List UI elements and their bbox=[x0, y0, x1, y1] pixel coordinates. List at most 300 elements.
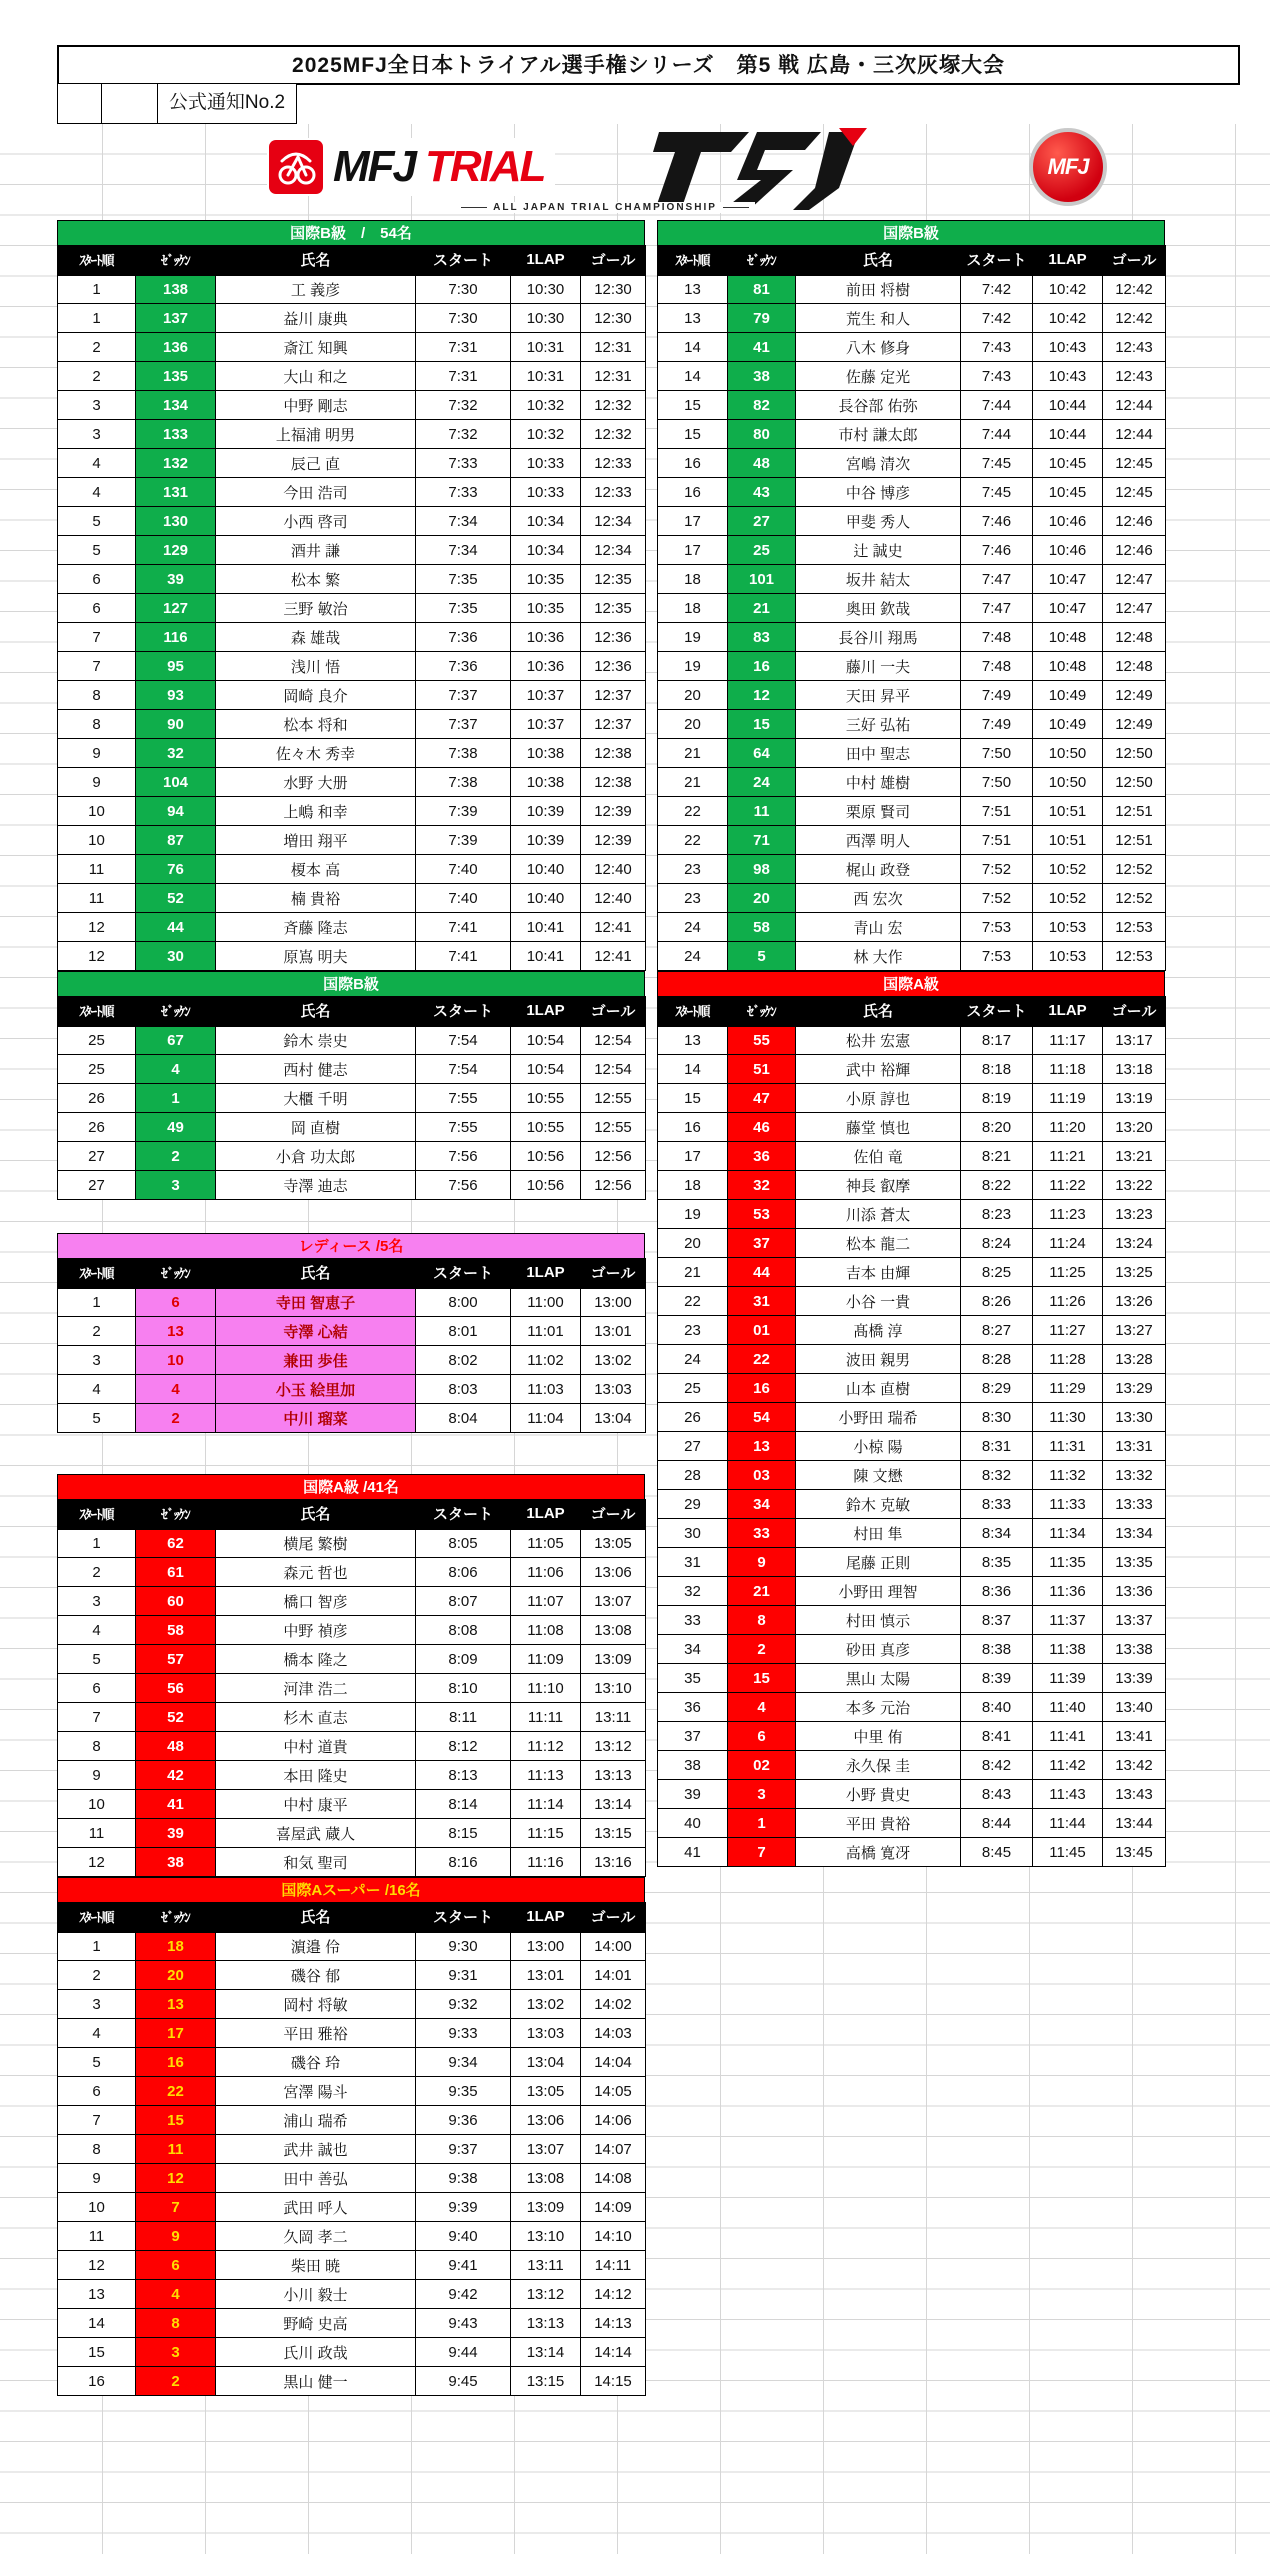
cell-bib-number: 13 bbox=[136, 1990, 216, 2019]
cell-1lap-time: 11:15 bbox=[511, 1819, 581, 1848]
cell-goal-time: 12:32 bbox=[581, 420, 646, 449]
cell-goal-time: 12:53 bbox=[1103, 942, 1166, 971]
cell-goal-time: 12:56 bbox=[581, 1142, 646, 1171]
cell-start-time: 8:01 bbox=[416, 1317, 511, 1346]
cell-rider-name: 原嶌 明夫 bbox=[216, 942, 416, 971]
cell-1lap-time: 10:46 bbox=[1033, 536, 1103, 565]
right-column bbox=[657, 220, 1165, 1867]
cell-bib-number: 42 bbox=[136, 1761, 216, 1790]
cell-start-time: 7:43 bbox=[961, 362, 1033, 391]
cell-goal-time: 13:38 bbox=[1103, 1635, 1166, 1664]
cell-bib-number: 43 bbox=[728, 478, 796, 507]
cell-goal-time: 12:40 bbox=[581, 855, 646, 884]
cell-start-order: 9 bbox=[58, 739, 136, 768]
cell-goal-time: 13:06 bbox=[581, 1558, 646, 1587]
cell-bib-number: 03 bbox=[728, 1461, 796, 1490]
cell-start-time: 9:41 bbox=[416, 2251, 511, 2280]
cell-start-order: 14 bbox=[658, 1055, 728, 1084]
cell-start-order: 14 bbox=[58, 2309, 136, 2338]
cell-1lap-time: 11:24 bbox=[1033, 1229, 1103, 1258]
cell-rider-name: 増田 翔平 bbox=[216, 826, 416, 855]
cell-1lap-time: 10:54 bbox=[511, 1026, 581, 1055]
cell-start-order: 30 bbox=[658, 1519, 728, 1548]
mfj-badge-text: MFJ bbox=[1047, 154, 1089, 179]
cell-rider-name: 松本 将和 bbox=[216, 710, 416, 739]
cell-start-time: 7:49 bbox=[961, 681, 1033, 710]
cell-start-time: 7:51 bbox=[961, 826, 1033, 855]
cell-start-order: 8 bbox=[58, 1732, 136, 1761]
cell-goal-time: 12:47 bbox=[1103, 594, 1166, 623]
cell-1lap-time: 10:30 bbox=[511, 304, 581, 333]
cell-start-time: 8:17 bbox=[961, 1026, 1033, 1055]
cell-rider-name: 鈴木 崇史 bbox=[216, 1026, 416, 1055]
table-row bbox=[658, 1809, 1166, 1838]
cell-start-order: 25 bbox=[658, 1374, 728, 1403]
table-row bbox=[58, 449, 646, 478]
header-row bbox=[658, 997, 1166, 1026]
cell-1lap-time: 10:34 bbox=[511, 507, 581, 536]
cell-bib-number: 57 bbox=[136, 1645, 216, 1674]
cell-goal-time: 13:32 bbox=[1103, 1461, 1166, 1490]
cell-bib-number: 104 bbox=[136, 768, 216, 797]
cell-start-time: 7:55 bbox=[416, 1084, 511, 1113]
cell-1lap-time: 10:34 bbox=[511, 536, 581, 565]
cell-goal-time: 12:50 bbox=[1103, 739, 1166, 768]
cell-start-time: 7:45 bbox=[961, 449, 1033, 478]
cell-1lap-time: 11:28 bbox=[1033, 1345, 1103, 1374]
col-header-bib: ｾﾞｯｹﾝ bbox=[136, 997, 216, 1026]
cell-goal-time: 13:08 bbox=[581, 1616, 646, 1645]
cell-rider-name: 松本 龍二 bbox=[796, 1229, 961, 1258]
col-header-goal: ゴール bbox=[581, 997, 646, 1026]
cell-rider-name: 濵邉 伶 bbox=[216, 1932, 416, 1961]
table-row bbox=[658, 1403, 1166, 1432]
cell-bib-number: 24 bbox=[728, 768, 796, 797]
cell-goal-time: 12:38 bbox=[581, 739, 646, 768]
cell-start-order: 12 bbox=[58, 1848, 136, 1877]
table-row bbox=[58, 1055, 646, 1084]
cell-goal-time: 14:09 bbox=[581, 2193, 646, 2222]
cell-bib-number: 38 bbox=[136, 1848, 216, 1877]
table-row bbox=[658, 1229, 1166, 1258]
mfj-trial-logo bbox=[267, 138, 555, 196]
table-row bbox=[658, 1490, 1166, 1519]
cell-bib-number: 131 bbox=[136, 478, 216, 507]
cell-rider-name: 神長 叡摩 bbox=[796, 1171, 961, 1200]
cell-bib-number: 20 bbox=[728, 884, 796, 913]
cell-start-order: 3 bbox=[58, 1990, 136, 2019]
cell-1lap-time: 11:29 bbox=[1033, 1374, 1103, 1403]
cell-rider-name: 磯谷 郁 bbox=[216, 1961, 416, 1990]
cell-bib-number: 13 bbox=[728, 1432, 796, 1461]
cell-goal-time: 13:25 bbox=[1103, 1258, 1166, 1287]
cell-bib-number: 32 bbox=[728, 1171, 796, 1200]
cell-start-time: 8:31 bbox=[961, 1432, 1033, 1461]
table-row bbox=[658, 1722, 1166, 1751]
table-row bbox=[58, 2019, 646, 2048]
start-list-table-intl-b-2 bbox=[57, 996, 646, 1200]
cell-start-time: 8:43 bbox=[961, 1780, 1033, 1809]
cell-bib-number: 98 bbox=[728, 855, 796, 884]
cell-start-order: 5 bbox=[58, 1404, 136, 1433]
cell-start-order: 32 bbox=[658, 1577, 728, 1606]
cell-start-time: 8:42 bbox=[961, 1751, 1033, 1780]
cell-start-order: 23 bbox=[658, 855, 728, 884]
table-row bbox=[58, 1790, 646, 1819]
cell-start-time: 8:16 bbox=[416, 1848, 511, 1877]
cell-1lap-time: 10:39 bbox=[511, 797, 581, 826]
cell-rider-name: 村田 隼 bbox=[796, 1519, 961, 1548]
table-row bbox=[658, 1084, 1166, 1113]
cell-goal-time: 12:41 bbox=[581, 913, 646, 942]
cell-goal-time: 12:34 bbox=[581, 507, 646, 536]
cell-start-time: 8:10 bbox=[416, 1674, 511, 1703]
table-row bbox=[658, 1055, 1166, 1084]
table-row bbox=[58, 507, 646, 536]
cell-bib-number: 3 bbox=[136, 2338, 216, 2367]
cell-rider-name: 髙橋 淳 bbox=[796, 1316, 961, 1345]
cell-1lap-time: 10:55 bbox=[511, 1113, 581, 1142]
cell-bib-number: 01 bbox=[728, 1316, 796, 1345]
cell-bib-number: 41 bbox=[728, 333, 796, 362]
cell-start-order: 20 bbox=[658, 1229, 728, 1258]
cell-1lap-time: 11:39 bbox=[1033, 1664, 1103, 1693]
cell-start-order: 38 bbox=[658, 1751, 728, 1780]
cell-rider-name: 小谷 一貴 bbox=[796, 1287, 961, 1316]
cell-goal-time: 14:14 bbox=[581, 2338, 646, 2367]
official-notice-number: 公式通知No.2 bbox=[158, 84, 297, 124]
cell-rider-name: 横尾 繁樹 bbox=[216, 1529, 416, 1558]
cell-1lap-time: 13:14 bbox=[511, 2338, 581, 2367]
cell-rider-name: 中野 禎彦 bbox=[216, 1616, 416, 1645]
cell-start-time: 7:41 bbox=[416, 942, 511, 971]
cell-1lap-time: 10:56 bbox=[511, 1142, 581, 1171]
cell-goal-time: 12:42 bbox=[1103, 304, 1166, 333]
table-row bbox=[58, 2222, 646, 2251]
cell-rider-name: 兼田 歩佳 bbox=[216, 1346, 416, 1375]
table-row bbox=[658, 1432, 1166, 1461]
cell-start-order: 29 bbox=[658, 1490, 728, 1519]
cell-rider-name: 田中 善弘 bbox=[216, 2164, 416, 2193]
cell-start-time: 9:30 bbox=[416, 1932, 511, 1961]
cell-1lap-time: 11:32 bbox=[1033, 1461, 1103, 1490]
cell-start-order: 12 bbox=[58, 2251, 136, 2280]
cell-bib-number: 1 bbox=[136, 1084, 216, 1113]
cell-goal-time: 14:00 bbox=[581, 1932, 646, 1961]
cell-goal-time: 13:37 bbox=[1103, 1606, 1166, 1635]
cell-1lap-time: 10:39 bbox=[511, 826, 581, 855]
cell-bib-number: 9 bbox=[728, 1548, 796, 1577]
col-header-bib: ｾﾞｯｹﾝ bbox=[136, 246, 216, 275]
cell-rider-name: 小椋 陽 bbox=[796, 1432, 961, 1461]
cell-rider-name: 中谷 博彦 bbox=[796, 478, 961, 507]
cell-rider-name: 磯谷 玲 bbox=[216, 2048, 416, 2077]
cell-goal-time: 13:40 bbox=[1103, 1693, 1166, 1722]
cell-1lap-time: 10:44 bbox=[1033, 391, 1103, 420]
cell-start-order: 13 bbox=[658, 275, 728, 304]
cell-start-order: 14 bbox=[658, 362, 728, 391]
cell-goal-time: 13:31 bbox=[1103, 1432, 1166, 1461]
cell-start-time: 7:52 bbox=[961, 884, 1033, 913]
cell-goal-time: 13:13 bbox=[581, 1761, 646, 1790]
cell-bib-number: 33 bbox=[728, 1519, 796, 1548]
cell-bib-number: 4 bbox=[136, 1375, 216, 1404]
header-row bbox=[58, 246, 646, 275]
cell-goal-time: 12:36 bbox=[581, 623, 646, 652]
table-row bbox=[58, 913, 646, 942]
cell-rider-name: 波田 親男 bbox=[796, 1345, 961, 1374]
cell-start-order: 16 bbox=[58, 2367, 136, 2396]
cell-bib-number: 83 bbox=[728, 623, 796, 652]
cell-start-order: 23 bbox=[658, 884, 728, 913]
section-intl-a-super bbox=[57, 1877, 645, 2396]
cell-rider-name: 栗原 賢司 bbox=[796, 797, 961, 826]
cell-start-order: 33 bbox=[658, 1606, 728, 1635]
cell-start-order: 20 bbox=[658, 681, 728, 710]
cell-rider-name: 大櫃 千明 bbox=[216, 1084, 416, 1113]
cell-goal-time: 13:22 bbox=[1103, 1171, 1166, 1200]
cell-bib-number: 1 bbox=[728, 1809, 796, 1838]
cell-1lap-time: 13:05 bbox=[511, 2077, 581, 2106]
cell-bib-number: 80 bbox=[728, 420, 796, 449]
cell-rider-name: 藤堂 慎也 bbox=[796, 1113, 961, 1142]
empty-cell bbox=[102, 84, 158, 124]
cell-goal-time: 12:31 bbox=[581, 362, 646, 391]
table-row bbox=[58, 362, 646, 391]
cell-1lap-time: 13:11 bbox=[511, 2251, 581, 2280]
cell-bib-number: 56 bbox=[136, 1674, 216, 1703]
col-header-1lap: 1LAP bbox=[511, 246, 581, 275]
table-row bbox=[58, 884, 646, 913]
cell-1lap-time: 11:09 bbox=[511, 1645, 581, 1674]
cell-bib-number: 60 bbox=[136, 1587, 216, 1616]
cell-rider-name: 西澤 明人 bbox=[796, 826, 961, 855]
cell-start-order: 24 bbox=[658, 942, 728, 971]
cell-bib-number: 129 bbox=[136, 536, 216, 565]
cell-1lap-time: 10:52 bbox=[1033, 855, 1103, 884]
cell-rider-name: 田中 聖志 bbox=[796, 739, 961, 768]
cell-start-time: 9:35 bbox=[416, 2077, 511, 2106]
cell-1lap-time: 11:41 bbox=[1033, 1722, 1103, 1751]
header-row bbox=[58, 1259, 646, 1288]
table-row bbox=[658, 1838, 1166, 1867]
table-row bbox=[58, 1616, 646, 1645]
section-intl-a-right bbox=[657, 971, 1165, 1867]
cell-start-order: 10 bbox=[58, 2193, 136, 2222]
cell-goal-time: 13:26 bbox=[1103, 1287, 1166, 1316]
table-row bbox=[58, 710, 646, 739]
table-row bbox=[58, 797, 646, 826]
cell-start-order: 1 bbox=[58, 275, 136, 304]
cell-goal-time: 13:04 bbox=[581, 1404, 646, 1433]
cell-bib-number: 54 bbox=[728, 1403, 796, 1432]
cell-1lap-time: 11:43 bbox=[1033, 1780, 1103, 1809]
cell-goal-time: 14:06 bbox=[581, 2106, 646, 2135]
table-row bbox=[658, 536, 1166, 565]
cell-bib-number: 82 bbox=[728, 391, 796, 420]
table-row bbox=[58, 1558, 646, 1587]
cell-start-time: 7:31 bbox=[416, 333, 511, 362]
cell-goal-time: 12:56 bbox=[581, 1171, 646, 1200]
cell-1lap-time: 10:54 bbox=[511, 1055, 581, 1084]
cell-start-order: 21 bbox=[658, 739, 728, 768]
header-row bbox=[58, 997, 646, 1026]
table-row bbox=[58, 1375, 646, 1404]
cell-start-time: 7:36 bbox=[416, 652, 511, 681]
cell-goal-time: 12:33 bbox=[581, 449, 646, 478]
header-row bbox=[58, 1903, 646, 1932]
cell-start-order: 9 bbox=[58, 2164, 136, 2193]
cell-goal-time: 12:36 bbox=[581, 652, 646, 681]
cell-start-time: 7:47 bbox=[961, 565, 1033, 594]
cell-start-order: 13 bbox=[58, 2280, 136, 2309]
cell-bib-number: 6 bbox=[136, 1288, 216, 1317]
cell-start-order: 11 bbox=[58, 2222, 136, 2251]
col-header-goal: ゴール bbox=[1103, 997, 1166, 1026]
cell-goal-time: 14:03 bbox=[581, 2019, 646, 2048]
table-row bbox=[58, 2106, 646, 2135]
cell-bib-number: 2 bbox=[136, 1404, 216, 1433]
cell-bib-number: 32 bbox=[136, 739, 216, 768]
cell-start-time: 8:34 bbox=[961, 1519, 1033, 1548]
cell-bib-number: 12 bbox=[136, 2164, 216, 2193]
mfj-trial-rider-icon bbox=[269, 140, 323, 194]
cell-rider-name: 柴田 暁 bbox=[216, 2251, 416, 2280]
cell-rider-name: 小野 貴史 bbox=[796, 1780, 961, 1809]
cell-start-time: 9:36 bbox=[416, 2106, 511, 2135]
cell-start-time: 8:29 bbox=[961, 1374, 1033, 1403]
table-row bbox=[658, 1664, 1166, 1693]
cell-1lap-time: 11:05 bbox=[511, 1529, 581, 1558]
cell-start-time: 8:22 bbox=[961, 1171, 1033, 1200]
col-header-start-order: ｽﾀｰﾄ順 bbox=[58, 1903, 136, 1932]
cell-start-order: 3 bbox=[58, 420, 136, 449]
cell-rider-name: 佐々木 秀幸 bbox=[216, 739, 416, 768]
cell-goal-time: 12:49 bbox=[1103, 710, 1166, 739]
cell-bib-number: 48 bbox=[136, 1732, 216, 1761]
cell-bib-number: 136 bbox=[136, 333, 216, 362]
table-row bbox=[58, 1932, 646, 1961]
cell-start-time: 7:37 bbox=[416, 681, 511, 710]
cell-start-order: 17 bbox=[658, 1142, 728, 1171]
cell-goal-time: 13:43 bbox=[1103, 1780, 1166, 1809]
cell-rider-name: 上嶋 和幸 bbox=[216, 797, 416, 826]
cell-start-time: 9:45 bbox=[416, 2367, 511, 2396]
cell-1lap-time: 11:18 bbox=[1033, 1055, 1103, 1084]
cell-1lap-time: 10:36 bbox=[511, 623, 581, 652]
cell-start-order: 7 bbox=[58, 652, 136, 681]
cell-start-order: 4 bbox=[58, 2019, 136, 2048]
cell-rider-name: 今田 浩司 bbox=[216, 478, 416, 507]
tfj-caption-text: ALL JAPAN TRIAL CHAMPIONSHIP bbox=[493, 202, 717, 213]
table-row bbox=[58, 1819, 646, 1848]
cell-bib-number: 58 bbox=[728, 913, 796, 942]
cell-rider-name: 佐伯 竜 bbox=[796, 1142, 961, 1171]
cell-goal-time: 13:39 bbox=[1103, 1664, 1166, 1693]
cell-1lap-time: 11:10 bbox=[511, 1674, 581, 1703]
cell-goal-time: 14:07 bbox=[581, 2135, 646, 2164]
tfj-caption bbox=[455, 202, 755, 213]
cell-bib-number: 116 bbox=[136, 623, 216, 652]
logo-band bbox=[57, 124, 1240, 220]
cell-1lap-time: 10:38 bbox=[511, 739, 581, 768]
cell-1lap-time: 10:32 bbox=[511, 391, 581, 420]
table-row bbox=[658, 681, 1166, 710]
cell-bib-number: 11 bbox=[728, 797, 796, 826]
sheet-body bbox=[0, 124, 1270, 2554]
section-ladies bbox=[57, 1233, 645, 1433]
cell-start-time: 7:36 bbox=[416, 623, 511, 652]
table-row bbox=[58, 2135, 646, 2164]
cell-1lap-time: 10:48 bbox=[1033, 623, 1103, 652]
header-row bbox=[58, 1500, 646, 1529]
table-row bbox=[658, 1200, 1166, 1229]
cell-start-order: 1 bbox=[58, 1529, 136, 1558]
cell-goal-time: 12:54 bbox=[581, 1026, 646, 1055]
cell-goal-time: 12:46 bbox=[1103, 507, 1166, 536]
cell-goal-time: 12:51 bbox=[1103, 797, 1166, 826]
col-header-1lap: 1LAP bbox=[511, 1500, 581, 1529]
cell-1lap-time: 10:40 bbox=[511, 855, 581, 884]
cell-bib-number: 2 bbox=[728, 1635, 796, 1664]
cell-start-time: 8:39 bbox=[961, 1664, 1033, 1693]
cell-start-order: 40 bbox=[658, 1809, 728, 1838]
cell-bib-number: 51 bbox=[728, 1055, 796, 1084]
cell-1lap-time: 10:49 bbox=[1033, 681, 1103, 710]
table-row bbox=[658, 710, 1166, 739]
cell-rider-name: 寺澤 迪志 bbox=[216, 1171, 416, 1200]
cell-goal-time: 12:41 bbox=[581, 942, 646, 971]
cell-bib-number: 93 bbox=[136, 681, 216, 710]
cell-start-order: 22 bbox=[658, 1287, 728, 1316]
cell-rider-name: 岡 直樹 bbox=[216, 1113, 416, 1142]
cell-start-order: 9 bbox=[58, 1761, 136, 1790]
cell-bib-number: 55 bbox=[728, 1026, 796, 1055]
table-row bbox=[658, 1287, 1166, 1316]
cell-start-time: 8:03 bbox=[416, 1375, 511, 1404]
cell-rider-name: 荒生 和人 bbox=[796, 304, 961, 333]
cell-start-order: 5 bbox=[58, 536, 136, 565]
cell-1lap-time: 10:31 bbox=[511, 362, 581, 391]
cell-rider-name: 森元 哲也 bbox=[216, 1558, 416, 1587]
cell-1lap-time: 11:03 bbox=[511, 1375, 581, 1404]
col-header-bib: ｾﾞｯｹﾝ bbox=[136, 1903, 216, 1932]
cell-rider-name: 村田 慎示 bbox=[796, 1606, 961, 1635]
col-header-1lap: 1LAP bbox=[1033, 997, 1103, 1026]
cell-start-time: 8:26 bbox=[961, 1287, 1033, 1316]
table-row bbox=[658, 1606, 1166, 1635]
cell-bib-number: 71 bbox=[728, 826, 796, 855]
table-row bbox=[658, 797, 1166, 826]
cell-rider-name: 天田 昇平 bbox=[796, 681, 961, 710]
cell-goal-time: 13:02 bbox=[581, 1346, 646, 1375]
table-row bbox=[58, 768, 646, 797]
cell-start-time: 8:04 bbox=[416, 1404, 511, 1433]
cell-start-order: 7 bbox=[58, 623, 136, 652]
cell-start-time: 8:13 bbox=[416, 1761, 511, 1790]
cell-1lap-time: 11:45 bbox=[1033, 1838, 1103, 1867]
cell-rider-name: 本多 元治 bbox=[796, 1693, 961, 1722]
cell-goal-time: 12:52 bbox=[1103, 855, 1166, 884]
cell-bib-number: 8 bbox=[728, 1606, 796, 1635]
table-row bbox=[58, 1113, 646, 1142]
cell-bib-number: 12 bbox=[728, 681, 796, 710]
cell-rider-name: 平田 貴裕 bbox=[796, 1809, 961, 1838]
cell-bib-number: 58 bbox=[136, 1616, 216, 1645]
cell-bib-number: 34 bbox=[728, 1490, 796, 1519]
cell-start-time: 8:45 bbox=[961, 1838, 1033, 1867]
cell-start-time: 9:43 bbox=[416, 2309, 511, 2338]
